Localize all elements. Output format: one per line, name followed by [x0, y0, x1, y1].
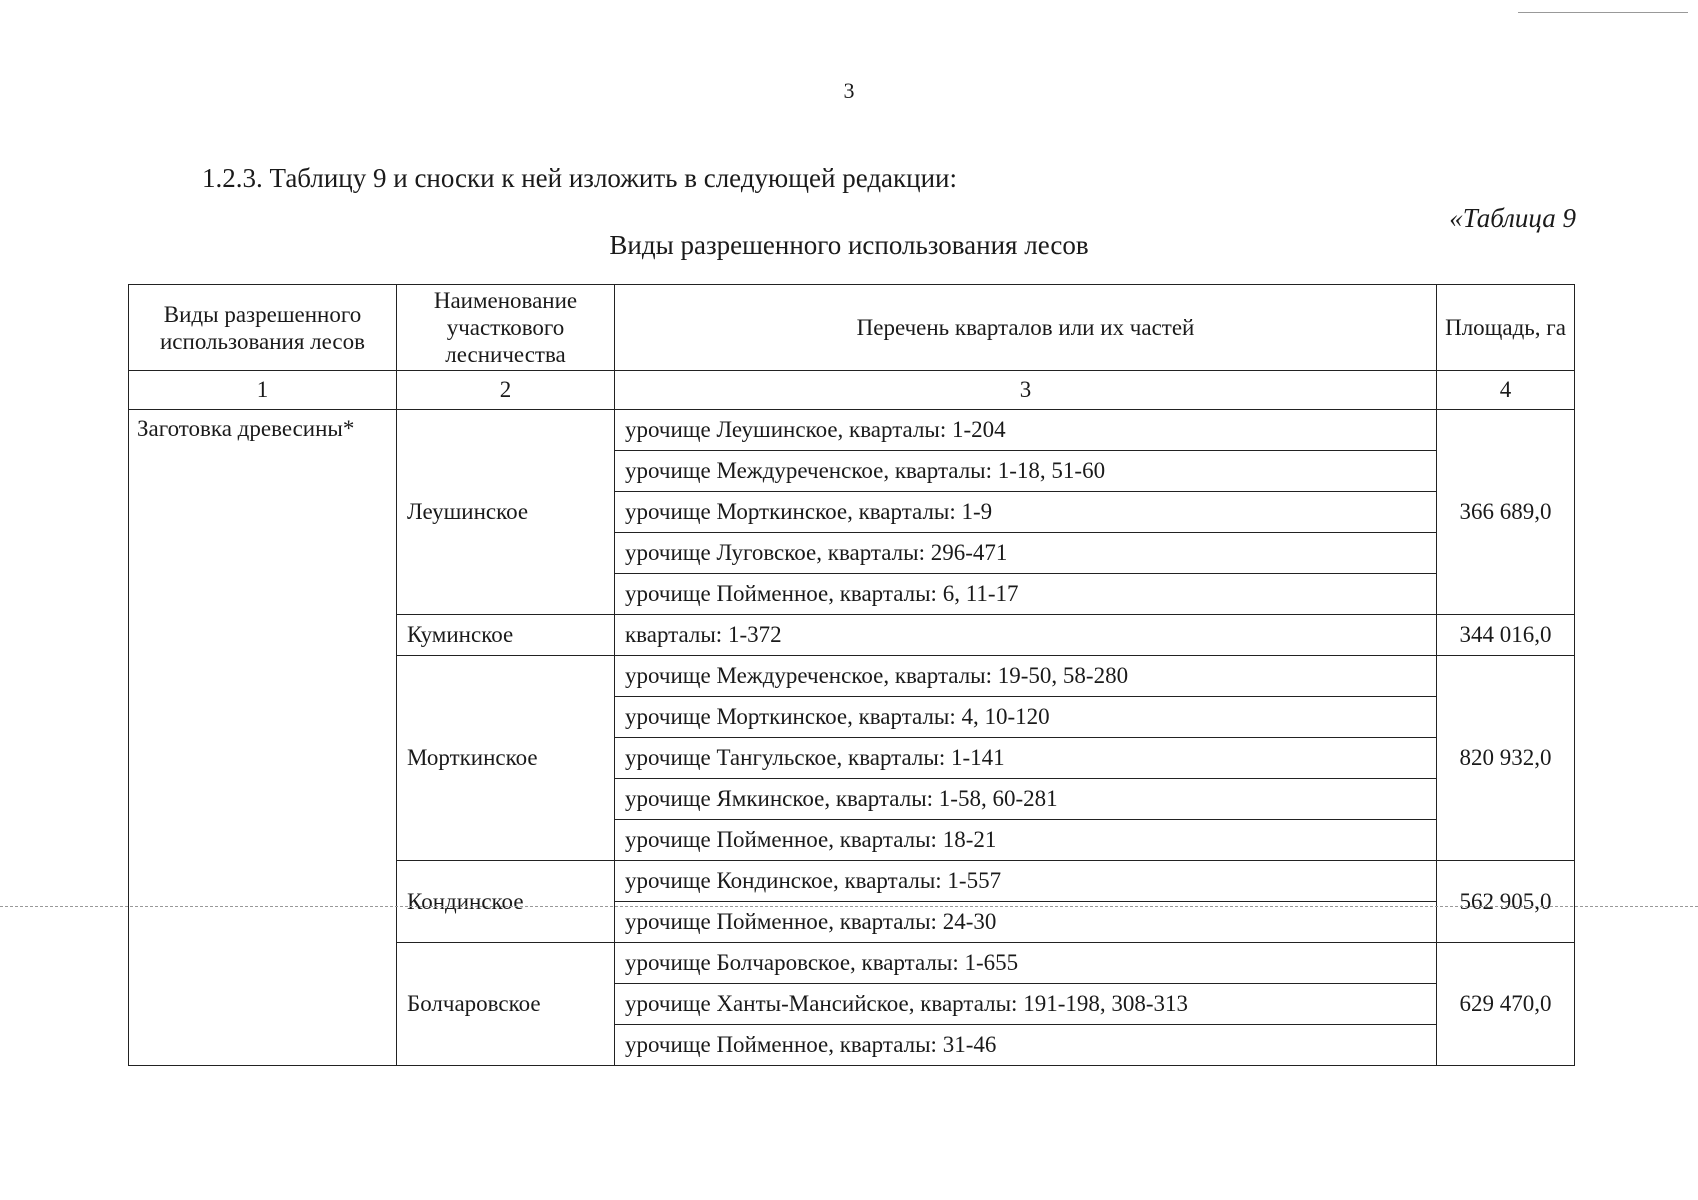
header-area: Площадь, га: [1437, 285, 1575, 371]
quarters-cell: кварталы: 1-372: [615, 615, 1437, 656]
forestry-name-cell: Морткинское: [397, 656, 615, 861]
area-cell: 629 470,0: [1437, 943, 1575, 1066]
quarters-cell: урочище Луговское, кварталы: 296-471: [615, 533, 1437, 574]
column-number-row: [129, 371, 1575, 410]
area-cell: 562 905,0: [1437, 861, 1575, 943]
page-number: 3: [843, 78, 855, 103]
forestry-name-cell: Леушинское: [397, 410, 615, 615]
forestry-name-cell: Куминское: [397, 615, 615, 656]
forestry-name-cell: Болчаровское: [397, 943, 615, 1066]
area-cell: 344 016,0: [1437, 615, 1575, 656]
quarters-cell: урочище Морткинское, кварталы: 1-9: [615, 492, 1437, 533]
quarters-cell: урочище Ханты-Мансийское, кварталы: 191-198, 308-313: [615, 984, 1437, 1025]
forestry-name-cell: Кондинское: [397, 861, 615, 943]
quarters-cell: урочище Леушинское, кварталы: 1-204: [615, 410, 1437, 451]
area-cell: 366 689,0: [1437, 410, 1575, 615]
area-cell: 820 932,0: [1437, 656, 1575, 861]
quarters-cell: урочище Ямкинское, кварталы: 1-58, 60-281: [615, 779, 1437, 820]
intro-text: 1.2.3. Таблицу 9 и сноски к ней изложить в следующей редакции:: [202, 163, 958, 193]
quarters-cell: урочище Кондинское, кварталы: 1-557: [615, 861, 1437, 902]
quarters-cell: урочище Пойменное, кварталы: 31-46: [615, 1025, 1437, 1066]
quarters-cell: урочище Пойменное, кварталы: 6, 11-17: [615, 574, 1437, 615]
header-use-type: Виды разрешенного использования лесов: [129, 285, 397, 371]
quarters-cell: урочище Пойменное, кварталы: 18-21: [615, 820, 1437, 861]
scan-artifact-line: [1518, 12, 1688, 13]
quarters-cell: урочище Междуреченское, кварталы: 1-18, 51-60: [615, 451, 1437, 492]
forest-use-table-container: [128, 284, 1574, 1066]
header-quarters: Перечень кварталов или их частей: [615, 285, 1437, 371]
column-number: 1: [129, 371, 397, 410]
table-label: «Таблица 9: [1449, 203, 1576, 233]
use-type-cell: Заготовка древесины*: [129, 410, 397, 1066]
table-row: [129, 410, 1575, 451]
column-number: 3: [615, 371, 1437, 410]
column-number: 4: [1437, 371, 1575, 410]
table-body: [129, 371, 1575, 1066]
forest-use-table: [128, 284, 1575, 1066]
quarters-cell: урочище Болчаровское, кварталы: 1-655: [615, 943, 1437, 984]
column-number: 2: [397, 371, 615, 410]
header-forestry: Наименование участкового лесничества: [397, 285, 615, 371]
quarters-cell: урочище Пойменное, кварталы: 24-30: [615, 902, 1437, 943]
quarters-cell: урочище Междуреченское, кварталы: 19-50, 58-280: [615, 656, 1437, 697]
quarters-cell: урочище Тангульское, кварталы: 1-141: [615, 738, 1437, 779]
header-row: [129, 285, 1575, 371]
table-caption: Виды разрешенного использования лесов: [609, 230, 1089, 260]
scan-artifact-dashed-line: [0, 906, 1698, 907]
quarters-cell: урочище Морткинское, кварталы: 4, 10-120: [615, 697, 1437, 738]
